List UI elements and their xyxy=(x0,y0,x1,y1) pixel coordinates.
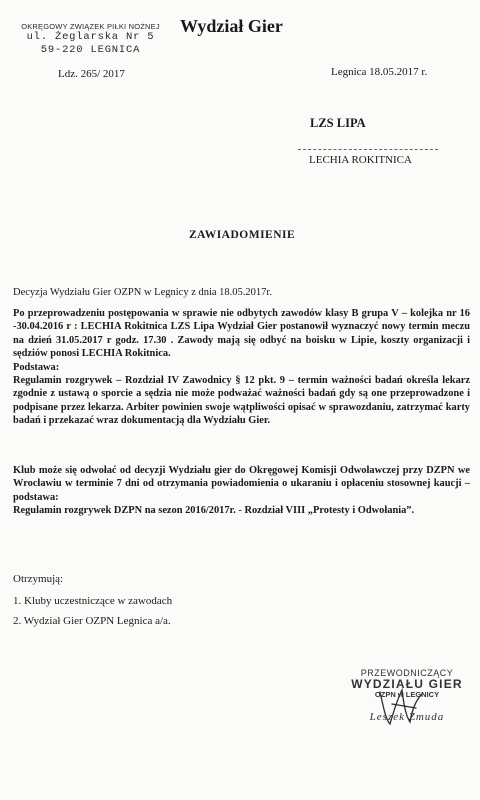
organization-stamp xyxy=(18,22,163,57)
handwritten-signature-icon xyxy=(372,680,442,730)
document-date: Legnica 18.05.2017 r. xyxy=(331,66,428,78)
decision-body xyxy=(13,307,470,428)
reference-number: Ldz. 265/ 2017 xyxy=(58,68,125,80)
appeal-paragraph: Klub może się odwołać od decyzji Wydziału gier do Okręgowej Komisji Odwoławczej przy DZPN we Wrocławiu w terminie 7 dni od otrzymania powiadomienia o ukaraniu i opłaceniu stosownej kaucji – podstawa: xyxy=(13,465,470,503)
distribution-label: Otrzymują: xyxy=(13,573,64,585)
signature-department: WYDZIAŁU GIER xyxy=(351,677,463,691)
appeal-body xyxy=(13,464,470,518)
stamp-city: 59-220 LEGNICA xyxy=(40,44,141,56)
appeal-basis-paragraph: Regulamin rozgrywek DZPN na sezon 2016/2017r. - Rozdział VIII „Protesty i Odwołania”. xyxy=(13,505,415,517)
signature-name: Leszek Żmuda xyxy=(369,711,445,723)
recipient-primary: LZS LIPA xyxy=(310,116,366,130)
signature-organization: OZPN w LEGNICY xyxy=(374,690,440,699)
distribution-item: 2. Wydział Gier OZPN Legnica a/a. xyxy=(13,615,171,627)
recipient-divider xyxy=(298,149,438,150)
stamp-org-name: OKRĘGOWY ZWIĄZEK PIŁKI NOŻNEJ xyxy=(21,22,160,31)
decision-intro: Decyzja Wydziału Gier OZPN w Legnicy z dnia 18.05.2017r. xyxy=(13,287,272,298)
distribution-item: 1. Kluby uczestniczące w zawodach xyxy=(13,595,173,607)
decision-paragraph: Po przeprowadzeniu postępowania w sprawie nie odbytych zawodów klasy B grupa V – kolejka nr 16 -30.04.2016 r : LECHIA Rokitnica LZS Lipa Wydział Gier postanowił wyznaczyć nowy termin meczu na dzień 31.05.2017 r godz. 17.30 . Zawody mają się odbyć na boisku w Lipie, koszty organizacji i sędziów ponosi LECHIA Rokitnica. xyxy=(13,308,470,360)
signature-role: PRZEWODNICZĄCY xyxy=(360,668,454,678)
recipient-secondary: LECHIA ROKITNICA xyxy=(309,154,412,166)
regulation-paragraph: Regulamin rozgrywek – Rozdział IV Zawodnicy § 12 pkt. 9 – termin ważności badań określa lekarz zgodnie z ustawą o sporcie a sędzia nie może podważać ważności badań gdy są one przeprowadzone i podpisane przez lekarza. Arbiter powinien swoje wątpliwości opisać w sprawozdaniu, zatrzymać karty badań i przekazać wraz dokumentacją dla Wydziału Gier. xyxy=(13,375,470,427)
document-heading: ZAWIADOMIENIE xyxy=(189,229,296,241)
stamp-street: ul. Żeglarska Nr 5 xyxy=(26,31,155,43)
basis-label: Podstawa: xyxy=(13,361,60,373)
department-title: Wydział Gier xyxy=(180,16,283,36)
